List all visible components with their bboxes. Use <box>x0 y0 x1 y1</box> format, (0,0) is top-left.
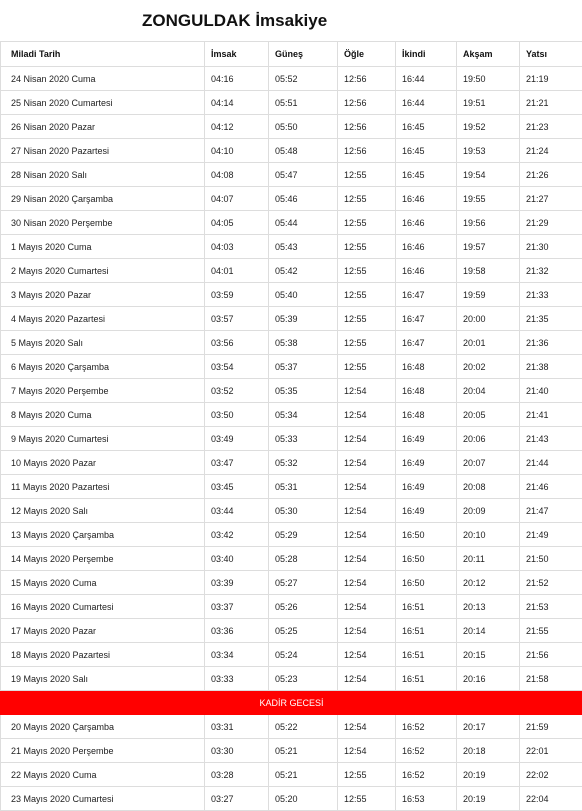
cell-ikindi: 16:46 <box>396 235 457 259</box>
cell-date: 5 Mayıs 2020 Salı <box>1 331 205 355</box>
cell-date: 23 Mayıs 2020 Cumartesi <box>1 787 205 811</box>
cell-aksam: 20:02 <box>457 355 520 379</box>
cell-ogle: 12:55 <box>338 259 396 283</box>
cell-aksam: 19:59 <box>457 283 520 307</box>
cell-imsak: 04:10 <box>205 139 269 163</box>
cell-ikindi: 16:50 <box>396 547 457 571</box>
table-row <box>1 739 582 763</box>
cell-ikindi: 16:52 <box>396 739 457 763</box>
table-header-row <box>1 42 582 67</box>
cell-aksam: 20:06 <box>457 427 520 451</box>
cell-gunes: 05:50 <box>269 115 338 139</box>
table-row <box>1 451 582 475</box>
cell-imsak: 03:42 <box>205 523 269 547</box>
cell-gunes: 05:42 <box>269 259 338 283</box>
table-row <box>1 307 582 331</box>
cell-ogle: 12:55 <box>338 187 396 211</box>
cell-ogle: 12:55 <box>338 307 396 331</box>
cell-date: 28 Nisan 2020 Salı <box>1 163 205 187</box>
cell-aksam: 20:04 <box>457 379 520 403</box>
table-body-after <box>1 715 582 811</box>
cell-ogle: 12:55 <box>338 283 396 307</box>
cell-gunes: 05:44 <box>269 211 338 235</box>
cell-yatsi: 21:58 <box>520 667 582 691</box>
table-row <box>1 115 582 139</box>
cell-aksam: 19:58 <box>457 259 520 283</box>
cell-ogle: 12:55 <box>338 163 396 187</box>
cell-date: 10 Mayıs 2020 Pazar <box>1 451 205 475</box>
cell-date: 29 Nisan 2020 Çarşamba <box>1 187 205 211</box>
cell-imsak: 04:05 <box>205 211 269 235</box>
cell-aksam: 20:10 <box>457 523 520 547</box>
cell-yatsi: 21:21 <box>520 91 582 115</box>
cell-date: 7 Mayıs 2020 Perşembe <box>1 379 205 403</box>
cell-ogle: 12:54 <box>338 739 396 763</box>
cell-date: 11 Mayıs 2020 Pazartesi <box>1 475 205 499</box>
table-row <box>1 547 582 571</box>
cell-gunes: 05:24 <box>269 643 338 667</box>
cell-yatsi: 21:56 <box>520 643 582 667</box>
cell-yatsi: 21:36 <box>520 331 582 355</box>
cell-gunes: 05:25 <box>269 619 338 643</box>
cell-date: 24 Nisan 2020 Cuma <box>1 67 205 91</box>
cell-date: 9 Mayıs 2020 Cumartesi <box>1 427 205 451</box>
cell-imsak: 03:56 <box>205 331 269 355</box>
cell-ikindi: 16:46 <box>396 259 457 283</box>
table-row <box>1 667 582 691</box>
cell-date: 3 Mayıs 2020 Pazar <box>1 283 205 307</box>
cell-ikindi: 16:50 <box>396 571 457 595</box>
cell-imsak: 03:45 <box>205 475 269 499</box>
cell-aksam: 20:13 <box>457 595 520 619</box>
cell-date: 15 Mayıs 2020 Cuma <box>1 571 205 595</box>
cell-yatsi: 21:44 <box>520 451 582 475</box>
kadir-gecesi-row <box>1 691 582 715</box>
table-row <box>1 763 582 787</box>
cell-ogle: 12:54 <box>338 451 396 475</box>
cell-date: 20 Mayıs 2020 Çarşamba <box>1 715 205 739</box>
cell-aksam: 20:16 <box>457 667 520 691</box>
cell-imsak: 03:33 <box>205 667 269 691</box>
cell-ikindi: 16:49 <box>396 451 457 475</box>
cell-aksam: 20:11 <box>457 547 520 571</box>
cell-yatsi: 21:33 <box>520 283 582 307</box>
cell-gunes: 05:23 <box>269 667 338 691</box>
cell-gunes: 05:32 <box>269 451 338 475</box>
cell-gunes: 05:48 <box>269 139 338 163</box>
cell-aksam: 19:55 <box>457 187 520 211</box>
cell-aksam: 20:00 <box>457 307 520 331</box>
table-row <box>1 379 582 403</box>
cell-imsak: 03:49 <box>205 427 269 451</box>
cell-yatsi: 21:43 <box>520 427 582 451</box>
cell-gunes: 05:21 <box>269 739 338 763</box>
cell-ogle: 12:55 <box>338 211 396 235</box>
cell-date: 26 Nisan 2020 Pazar <box>1 115 205 139</box>
cell-imsak: 03:34 <box>205 643 269 667</box>
cell-ikindi: 16:44 <box>396 91 457 115</box>
cell-ikindi: 16:51 <box>396 595 457 619</box>
cell-yatsi: 21:55 <box>520 619 582 643</box>
cell-gunes: 05:22 <box>269 715 338 739</box>
cell-ikindi: 16:52 <box>396 763 457 787</box>
cell-aksam: 20:09 <box>457 499 520 523</box>
cell-yatsi: 22:02 <box>520 763 582 787</box>
column-header-yatsi: Yatsı <box>520 42 582 67</box>
cell-ogle: 12:54 <box>338 499 396 523</box>
cell-ogle: 12:55 <box>338 787 396 811</box>
cell-yatsi: 21:46 <box>520 475 582 499</box>
cell-gunes: 05:40 <box>269 283 338 307</box>
cell-gunes: 05:28 <box>269 547 338 571</box>
cell-ikindi: 16:45 <box>396 163 457 187</box>
cell-date: 19 Mayıs 2020 Salı <box>1 667 205 691</box>
cell-ogle: 12:56 <box>338 67 396 91</box>
cell-aksam: 19:57 <box>457 235 520 259</box>
cell-date: 1 Mayıs 2020 Cuma <box>1 235 205 259</box>
cell-imsak: 03:39 <box>205 571 269 595</box>
table-row <box>1 355 582 379</box>
cell-gunes: 05:43 <box>269 235 338 259</box>
cell-imsak: 03:54 <box>205 355 269 379</box>
cell-ikindi: 16:47 <box>396 307 457 331</box>
column-header-date: Miladi Tarih <box>1 42 205 67</box>
cell-aksam: 19:53 <box>457 139 520 163</box>
cell-gunes: 05:39 <box>269 307 338 331</box>
cell-ogle: 12:54 <box>338 403 396 427</box>
cell-aksam: 19:56 <box>457 211 520 235</box>
cell-ikindi: 16:46 <box>396 187 457 211</box>
cell-ikindi: 16:49 <box>396 427 457 451</box>
cell-ogle: 12:55 <box>338 763 396 787</box>
column-header-ogle: Öğle <box>338 42 396 67</box>
cell-ikindi: 16:49 <box>396 499 457 523</box>
cell-ogle: 12:54 <box>338 475 396 499</box>
table-row <box>1 571 582 595</box>
cell-date: 12 Mayıs 2020 Salı <box>1 499 205 523</box>
cell-date: 16 Mayıs 2020 Cumartesi <box>1 595 205 619</box>
cell-imsak: 03:31 <box>205 715 269 739</box>
cell-yatsi: 22:01 <box>520 739 582 763</box>
cell-yatsi: 21:26 <box>520 163 582 187</box>
cell-imsak: 03:50 <box>205 403 269 427</box>
cell-imsak: 04:12 <box>205 115 269 139</box>
cell-gunes: 05:34 <box>269 403 338 427</box>
table-row <box>1 67 582 91</box>
cell-date: 8 Mayıs 2020 Cuma <box>1 403 205 427</box>
cell-date: 13 Mayıs 2020 Çarşamba <box>1 523 205 547</box>
cell-aksam: 19:50 <box>457 67 520 91</box>
page-title: ZONGULDAK İmsakiye <box>0 0 582 41</box>
cell-ikindi: 16:47 <box>396 283 457 307</box>
cell-ikindi: 16:48 <box>396 403 457 427</box>
cell-ogle: 12:55 <box>338 355 396 379</box>
table-row <box>1 187 582 211</box>
cell-imsak: 03:44 <box>205 499 269 523</box>
cell-ogle: 12:54 <box>338 547 396 571</box>
cell-gunes: 05:47 <box>269 163 338 187</box>
cell-aksam: 20:19 <box>457 763 520 787</box>
cell-gunes: 05:30 <box>269 499 338 523</box>
cell-imsak: 03:47 <box>205 451 269 475</box>
cell-ogle: 12:54 <box>338 379 396 403</box>
cell-gunes: 05:29 <box>269 523 338 547</box>
cell-date: 22 Mayıs 2020 Cuma <box>1 763 205 787</box>
cell-ogle: 12:56 <box>338 91 396 115</box>
imsakiye-table <box>0 41 582 811</box>
cell-aksam: 20:08 <box>457 475 520 499</box>
table-row <box>1 91 582 115</box>
cell-yatsi: 21:47 <box>520 499 582 523</box>
table-row <box>1 259 582 283</box>
table-row <box>1 163 582 187</box>
cell-gunes: 05:52 <box>269 67 338 91</box>
table-row <box>1 595 582 619</box>
kadir-gecesi-label: KADİR GECESİ <box>1 691 582 715</box>
cell-imsak: 03:40 <box>205 547 269 571</box>
cell-aksam: 20:01 <box>457 331 520 355</box>
cell-yatsi: 21:38 <box>520 355 582 379</box>
cell-aksam: 20:17 <box>457 715 520 739</box>
cell-ogle: 12:54 <box>338 523 396 547</box>
cell-ikindi: 16:52 <box>396 715 457 739</box>
cell-date: 30 Nisan 2020 Perşembe <box>1 211 205 235</box>
cell-yatsi: 21:27 <box>520 187 582 211</box>
cell-yatsi: 22:04 <box>520 787 582 811</box>
cell-ikindi: 16:49 <box>396 475 457 499</box>
column-header-aksam: Akşam <box>457 42 520 67</box>
cell-ikindi: 16:45 <box>396 115 457 139</box>
table-row <box>1 643 582 667</box>
cell-imsak: 03:36 <box>205 619 269 643</box>
column-header-ikindi: İkindi <box>396 42 457 67</box>
table-row <box>1 427 582 451</box>
cell-aksam: 20:18 <box>457 739 520 763</box>
column-header-imsak: İmsak <box>205 42 269 67</box>
cell-ogle: 12:54 <box>338 571 396 595</box>
cell-imsak: 03:28 <box>205 763 269 787</box>
cell-ikindi: 16:51 <box>396 619 457 643</box>
cell-yatsi: 21:29 <box>520 211 582 235</box>
kadir-section <box>1 691 582 715</box>
cell-ogle: 12:54 <box>338 427 396 451</box>
cell-yatsi: 21:41 <box>520 403 582 427</box>
cell-ikindi: 16:44 <box>396 67 457 91</box>
cell-yatsi: 21:35 <box>520 307 582 331</box>
cell-yatsi: 21:19 <box>520 67 582 91</box>
cell-aksam: 19:52 <box>457 115 520 139</box>
cell-gunes: 05:26 <box>269 595 338 619</box>
cell-imsak: 04:08 <box>205 163 269 187</box>
cell-date: 6 Mayıs 2020 Çarşamba <box>1 355 205 379</box>
cell-imsak: 03:27 <box>205 787 269 811</box>
cell-yatsi: 21:59 <box>520 715 582 739</box>
cell-ikindi: 16:50 <box>396 523 457 547</box>
table-row <box>1 235 582 259</box>
cell-ogle: 12:54 <box>338 667 396 691</box>
cell-date: 2 Mayıs 2020 Cumartesi <box>1 259 205 283</box>
cell-ogle: 12:55 <box>338 331 396 355</box>
cell-ikindi: 16:45 <box>396 139 457 163</box>
cell-aksam: 19:54 <box>457 163 520 187</box>
cell-imsak: 03:30 <box>205 739 269 763</box>
table-row <box>1 715 582 739</box>
cell-ogle: 12:54 <box>338 715 396 739</box>
cell-aksam: 20:12 <box>457 571 520 595</box>
cell-gunes: 05:33 <box>269 427 338 451</box>
table-row <box>1 211 582 235</box>
cell-yatsi: 21:53 <box>520 595 582 619</box>
cell-date: 25 Nisan 2020 Cumartesi <box>1 91 205 115</box>
cell-ikindi: 16:47 <box>396 331 457 355</box>
cell-ikindi: 16:48 <box>396 355 457 379</box>
cell-imsak: 03:57 <box>205 307 269 331</box>
cell-yatsi: 21:50 <box>520 547 582 571</box>
cell-imsak: 04:07 <box>205 187 269 211</box>
table-row <box>1 475 582 499</box>
cell-ogle: 12:54 <box>338 595 396 619</box>
cell-gunes: 05:37 <box>269 355 338 379</box>
cell-gunes: 05:31 <box>269 475 338 499</box>
table-row <box>1 787 582 811</box>
cell-aksam: 20:07 <box>457 451 520 475</box>
cell-yatsi: 21:23 <box>520 115 582 139</box>
cell-date: 21 Mayıs 2020 Perşembe <box>1 739 205 763</box>
cell-yatsi: 21:49 <box>520 523 582 547</box>
cell-imsak: 04:01 <box>205 259 269 283</box>
table-body-before <box>1 67 582 691</box>
cell-yatsi: 21:40 <box>520 379 582 403</box>
table-row <box>1 499 582 523</box>
cell-gunes: 05:20 <box>269 787 338 811</box>
cell-imsak: 04:16 <box>205 67 269 91</box>
cell-ogle: 12:56 <box>338 139 396 163</box>
cell-ogle: 12:56 <box>338 115 396 139</box>
table-row <box>1 619 582 643</box>
cell-ogle: 12:54 <box>338 643 396 667</box>
cell-gunes: 05:38 <box>269 331 338 355</box>
cell-gunes: 05:35 <box>269 379 338 403</box>
cell-imsak: 04:03 <box>205 235 269 259</box>
cell-ikindi: 16:46 <box>396 211 457 235</box>
cell-ogle: 12:54 <box>338 619 396 643</box>
cell-imsak: 03:52 <box>205 379 269 403</box>
cell-imsak: 03:59 <box>205 283 269 307</box>
cell-ikindi: 16:48 <box>396 379 457 403</box>
cell-gunes: 05:27 <box>269 571 338 595</box>
table-row <box>1 139 582 163</box>
cell-yatsi: 21:30 <box>520 235 582 259</box>
cell-yatsi: 21:24 <box>520 139 582 163</box>
table-row <box>1 331 582 355</box>
cell-yatsi: 21:32 <box>520 259 582 283</box>
column-header-gunes: Güneş <box>269 42 338 67</box>
cell-imsak: 03:37 <box>205 595 269 619</box>
cell-aksam: 20:14 <box>457 619 520 643</box>
cell-date: 17 Mayıs 2020 Pazar <box>1 619 205 643</box>
cell-imsak: 04:14 <box>205 91 269 115</box>
cell-gunes: 05:46 <box>269 187 338 211</box>
cell-gunes: 05:51 <box>269 91 338 115</box>
table-row <box>1 523 582 547</box>
cell-gunes: 05:21 <box>269 763 338 787</box>
cell-aksam: 20:19 <box>457 787 520 811</box>
cell-ikindi: 16:51 <box>396 643 457 667</box>
cell-ikindi: 16:51 <box>396 667 457 691</box>
cell-aksam: 19:51 <box>457 91 520 115</box>
cell-date: 4 Mayıs 2020 Pazartesi <box>1 307 205 331</box>
cell-aksam: 20:15 <box>457 643 520 667</box>
cell-ikindi: 16:53 <box>396 787 457 811</box>
table-row <box>1 403 582 427</box>
cell-date: 27 Nisan 2020 Pazartesi <box>1 139 205 163</box>
cell-date: 14 Mayıs 2020 Perşembe <box>1 547 205 571</box>
cell-date: 18 Mayıs 2020 Pazartesi <box>1 643 205 667</box>
cell-ogle: 12:55 <box>338 235 396 259</box>
table-row <box>1 283 582 307</box>
cell-yatsi: 21:52 <box>520 571 582 595</box>
cell-aksam: 20:05 <box>457 403 520 427</box>
